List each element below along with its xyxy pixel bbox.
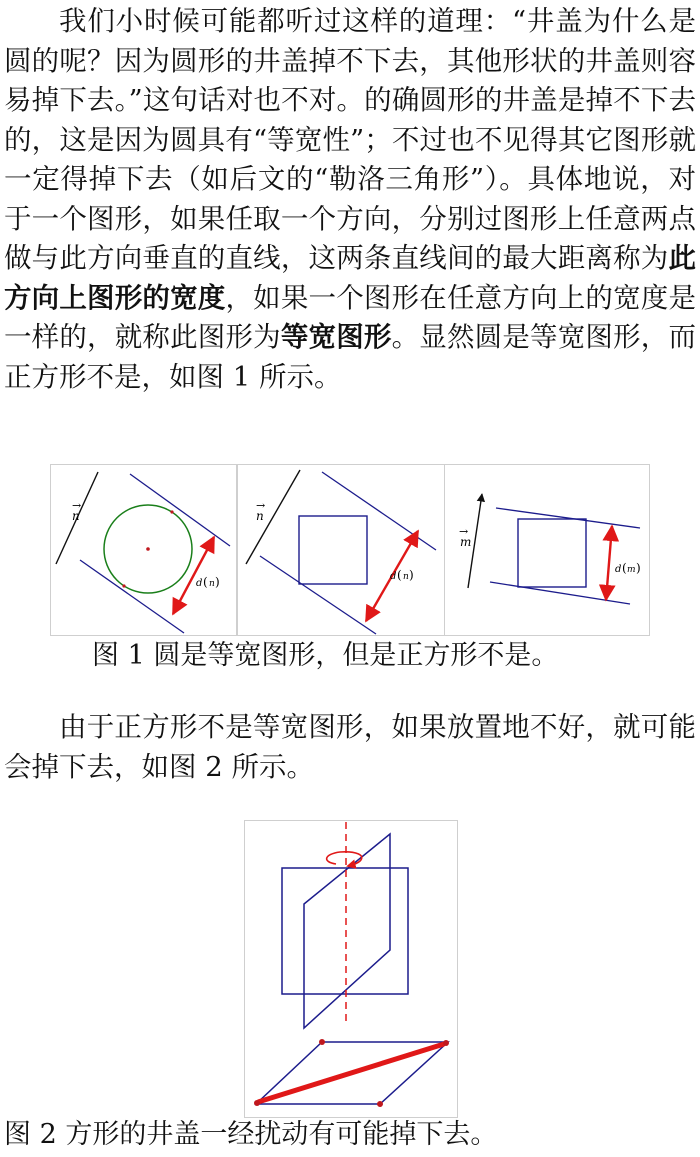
svg-text:(: ( bbox=[622, 561, 627, 575]
svg-text:d: d bbox=[615, 564, 622, 575]
panel-circle bbox=[51, 465, 237, 636]
tangent-point bbox=[170, 510, 173, 513]
direction-vector-line bbox=[246, 470, 300, 564]
second-paragraph: 由于正方形不是等宽图形，如果放置地不好，就可能会掉下去，如图 2 所示。 bbox=[4, 711, 696, 783]
equal-width-term: 等宽图形 bbox=[280, 321, 392, 353]
lower-support-line bbox=[80, 560, 184, 633]
long-diagonal bbox=[258, 1044, 444, 1102]
upper-support-line bbox=[130, 474, 230, 546]
width-label bbox=[196, 575, 220, 589]
tangent-point bbox=[122, 584, 125, 587]
width-definition-term: 此方向上图形的宽度 bbox=[4, 242, 696, 314]
square-shape bbox=[299, 516, 367, 584]
intro-text-2: ，如果一个图形在任意方向上的宽度是一样的，就称此图形为 bbox=[4, 281, 696, 353]
vector-arrow-mark: → bbox=[72, 499, 82, 512]
rotation-arrow bbox=[327, 852, 362, 866]
svg-text:m: m bbox=[627, 565, 636, 575]
svg-text:d: d bbox=[390, 571, 397, 582]
lower-support-line bbox=[260, 556, 376, 634]
circle-center-point bbox=[146, 547, 150, 551]
panel-frame bbox=[445, 465, 650, 636]
figure-1 bbox=[50, 464, 650, 636]
width-arrow bbox=[173, 537, 214, 614]
vector-label: n bbox=[256, 509, 264, 523]
intro-text-3: 。显然圆是等宽图形，而正方形不是，如图 1 所示。 bbox=[4, 321, 696, 393]
svg-text:d: d bbox=[196, 578, 203, 589]
vector-arrow-mark: → bbox=[459, 525, 469, 538]
lower-support-line bbox=[490, 582, 630, 604]
svg-text:(: ( bbox=[203, 575, 208, 589]
width-label bbox=[615, 561, 641, 575]
vertex-point bbox=[443, 1040, 449, 1046]
upper-support-line bbox=[322, 472, 436, 550]
panel-square-m bbox=[445, 465, 650, 636]
panel-square-n bbox=[238, 465, 445, 636]
width-label bbox=[390, 568, 414, 582]
figure-1-caption: 图 1 圆是等宽图形，但是正方形不是。 bbox=[92, 640, 559, 671]
square-shape bbox=[518, 519, 586, 587]
vertex-point bbox=[319, 1039, 325, 1045]
svg-text:n: n bbox=[403, 572, 409, 582]
vertex-point bbox=[377, 1101, 383, 1107]
width-arrow bbox=[606, 526, 612, 600]
svg-text:n: n bbox=[209, 579, 215, 589]
vector-arrow-mark: → bbox=[256, 499, 266, 512]
svg-text:): ) bbox=[409, 568, 414, 582]
intro-text-1: 我们小时候可能都听过这样的道理：“井盖为什么是圆的呢？因为圆形的井盖掉不下去，其他形状的井盖则容易掉下去。”这句话对也不对。的确圆形的井盖是掉不下去的，这是因为圆具有“等宽性”；不过也不见得其它图形就一定得掉下去（如后文的“勒洛三角形”）。具体地说，对于一个图形，如果任取一个方向，分别过图形上任意两点做与此方向垂直的直线，这两条直线间的最大距离称为 bbox=[4, 5, 696, 274]
rotated-square bbox=[304, 834, 390, 1028]
intro-paragraph bbox=[4, 2, 696, 397]
panel-frame bbox=[51, 465, 237, 636]
vector-label: n bbox=[72, 509, 80, 523]
svg-text:): ) bbox=[636, 561, 641, 575]
manhole-square-front bbox=[282, 868, 408, 994]
svg-text:(: ( bbox=[397, 568, 402, 582]
svg-text:): ) bbox=[215, 575, 220, 589]
figure-2 bbox=[244, 820, 458, 1118]
figure-2-caption: 图 2 方形的井盖一经扰动有可能掉下去。 bbox=[4, 1119, 498, 1150]
vector-label: m bbox=[460, 535, 472, 549]
vertex-point bbox=[254, 1100, 260, 1106]
